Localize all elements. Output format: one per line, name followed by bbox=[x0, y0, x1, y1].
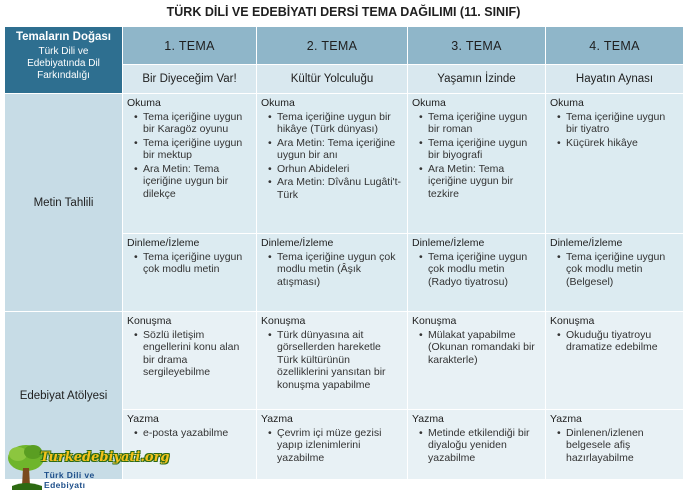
activity-list bbox=[127, 329, 252, 379]
yazma-cell bbox=[546, 410, 684, 480]
activity-list bbox=[261, 329, 403, 392]
activity-item: • Türk dünyasına ait görsellerden hareketle Türk kültürünün özelliklerini yansıtan bir konuşma yapabilme bbox=[261, 329, 403, 392]
activity-list bbox=[261, 427, 403, 465]
okuma-cell bbox=[546, 94, 684, 234]
activity-item: • Tema içeriğine uygun bir roman bbox=[412, 111, 541, 136]
yazma-cell bbox=[408, 410, 546, 480]
yazma-cell bbox=[257, 410, 408, 480]
activity-heading: Konuşma bbox=[550, 315, 595, 327]
konusma-cell bbox=[408, 312, 546, 410]
activity-item: • Dinlenen/izlenen belgesele afiş hazırlayabilme bbox=[550, 427, 679, 465]
activity-item: • Çevrim içi müze gezisi yapıp izlenimlerini yazabilme bbox=[261, 427, 403, 465]
activity-list bbox=[550, 111, 679, 150]
activity-list bbox=[261, 111, 403, 202]
activity-item: • Tema içeriğine uygun bir biyografi bbox=[412, 137, 541, 162]
section-metin-tahlili: Metin Tahlili bbox=[5, 94, 123, 312]
activity-item: • Tema içeriğine uygun bir hikâye (Türk dünyası) bbox=[261, 111, 403, 136]
dinleme-cell bbox=[546, 234, 684, 312]
okuma-cell bbox=[123, 94, 257, 234]
activity-list bbox=[261, 251, 403, 289]
activity-heading: Okuma bbox=[261, 97, 295, 109]
activity-heading: Konuşma bbox=[412, 315, 457, 327]
activity-heading: Dinleme/İzleme bbox=[412, 237, 485, 249]
logo-tagline: Türk Dili ve Edebiyatı bbox=[44, 470, 95, 490]
activity-list bbox=[127, 111, 252, 201]
activity-list bbox=[412, 427, 541, 465]
tema-3-header: 3. TEMA bbox=[408, 27, 546, 65]
activity-list bbox=[550, 427, 679, 465]
okuma-cell bbox=[408, 94, 546, 234]
activity-heading: Konuşma bbox=[261, 315, 306, 327]
konusma-cell bbox=[257, 312, 408, 410]
activity-heading: Dinleme/İzleme bbox=[550, 237, 623, 249]
tema-1-header: 1. TEMA bbox=[123, 27, 257, 65]
activity-item: • Ara Metin: Dîvânu Lugâti't-Türk bbox=[261, 176, 403, 201]
site-logo bbox=[4, 440, 170, 496]
metin-tahlili-okuma-row bbox=[5, 94, 684, 234]
activity-list bbox=[412, 111, 541, 201]
activity-item: • Tema içeriğine uygun çok modlu metin (Âşık atışması) bbox=[261, 251, 403, 289]
activity-item: • Tema içeriğine uygun bir tiyatro bbox=[550, 111, 679, 136]
tema-4-theme: Hayatın Aynası bbox=[546, 65, 684, 94]
activity-list bbox=[550, 251, 679, 289]
activity-heading: Yazma bbox=[261, 413, 293, 425]
activity-item: • Mülakat yapabilme (Okunan romandaki bir karakterle) bbox=[412, 329, 541, 367]
tema-2-header: 2. TEMA bbox=[257, 27, 408, 65]
activity-list bbox=[550, 329, 679, 354]
activity-heading: Yazma bbox=[412, 413, 444, 425]
activity-item: • Metinde etkilendiği bir diyaloğu yeniden yazabilme bbox=[412, 427, 541, 465]
activity-list bbox=[127, 427, 252, 440]
section-edebiyat-atolyesi: Edebiyat Atölyesi bbox=[5, 312, 123, 480]
activity-item: • Ara Metin: Tema içeriğine uygun bir anı bbox=[261, 137, 403, 162]
dinleme-cell bbox=[123, 234, 257, 312]
activity-list bbox=[412, 329, 541, 367]
corner-cell bbox=[5, 27, 123, 94]
corner-title: Temaların Doğası bbox=[15, 31, 111, 43]
activity-heading: Dinleme/İzleme bbox=[127, 237, 200, 249]
activity-item: • e-posta yazabilme bbox=[127, 427, 252, 440]
konusma-cell bbox=[546, 312, 684, 410]
tema-2-theme: Kültür Yolculuğu bbox=[257, 65, 408, 94]
activity-heading: Konuşma bbox=[127, 315, 172, 327]
activity-item: • Tema içeriğine uygun bir mektup bbox=[127, 137, 252, 162]
yazma-cell bbox=[123, 410, 257, 480]
activity-item: • Ara Metin: Tema içeriğine uygun bir tezkire bbox=[412, 163, 541, 201]
activity-item: • Tema içeriğine uygun çok modlu metin bbox=[127, 251, 252, 276]
activity-heading: Dinleme/İzleme bbox=[261, 237, 334, 249]
activity-item: • Küçürek hikâye bbox=[550, 137, 679, 150]
dinleme-cell bbox=[408, 234, 546, 312]
activity-item: • Tema içeriğine uygun çok modlu metin (Belgesel) bbox=[550, 251, 679, 289]
tema-header-row bbox=[5, 27, 684, 65]
activity-heading: Okuma bbox=[412, 97, 446, 109]
activity-item: • Ara Metin: Tema içeriğine uygun bir dilekçe bbox=[127, 163, 252, 201]
edebiyat-atolyesi-konusma-row bbox=[5, 312, 684, 410]
activity-list bbox=[412, 251, 541, 289]
corner-subtitle: Türk Dili ve Edebiyatında Dil Farkındalığı bbox=[27, 46, 100, 81]
dinleme-cell bbox=[257, 234, 408, 312]
tema-3-theme: Yaşamın İzinde bbox=[408, 65, 546, 94]
activity-item: • Tema içeriğine uygun çok modlu metin (Radyo tiyatrosu) bbox=[412, 251, 541, 289]
activity-item: • Orhun Abideleri bbox=[261, 163, 403, 176]
activity-item: • Sözlü iletişim engellerini konu alan bir drama sergileyebilme bbox=[127, 329, 252, 379]
activity-item: • Tema içeriğine uygun bir Karagöz oyunu bbox=[127, 111, 252, 136]
konusma-cell bbox=[123, 312, 257, 410]
okuma-cell bbox=[257, 94, 408, 234]
logo-name: Turkedebiyati.org bbox=[40, 450, 170, 465]
tema-1-theme: Bir Diyeceğim Var! bbox=[123, 65, 257, 94]
tema-table bbox=[4, 26, 684, 480]
page-title: TÜRK DİLİ VE EDEBİYATI DERSİ TEMA DAĞILIMI (11. SINIF) bbox=[166, 5, 521, 19]
tema-4-header: 4. TEMA bbox=[546, 27, 684, 65]
activity-list bbox=[127, 251, 252, 276]
activity-item: • Okuduğu tiyatroyu dramatize edebilme bbox=[550, 329, 679, 354]
activity-heading: Yazma bbox=[127, 413, 159, 425]
activity-heading: Yazma bbox=[550, 413, 582, 425]
activity-heading: Okuma bbox=[550, 97, 584, 109]
activity-heading: Okuma bbox=[127, 97, 161, 109]
